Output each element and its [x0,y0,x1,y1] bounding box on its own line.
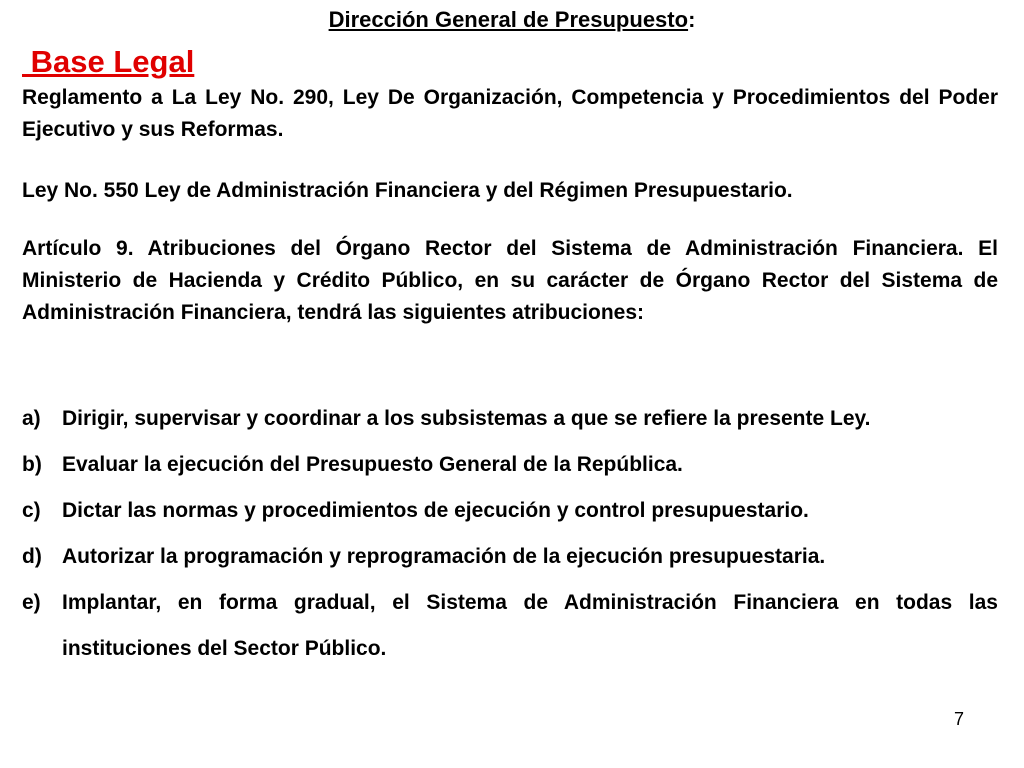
list-item-b [22,442,998,488]
list-marker: b) [22,453,42,476]
list-item-a [22,396,998,442]
list-item-c [22,488,998,534]
section-heading-base-legal: Base Legal [22,44,195,79]
page-title [0,6,1024,34]
list-item-text: Dirigir, supervisar y coordinar a los subsistemas a que se refiere la presente Ley. [62,407,871,430]
paragraph-articulo-9: Artículo 9. Atribuciones del Órgano Rector del Sistema de Administración Financiera. El Ministerio de Hacienda y Crédito Público, en su carácter de Órgano Rector del Sistema de Administración Financiera, tendrá las siguientes atribuciones: [22,237,998,324]
list-item-text: Autorizar la programación y reprogramación de la ejecución presupuestaria. [62,545,826,568]
page-title-text: Dirección General de Presupuesto [328,7,689,32]
page-number: 7 [953,709,964,729]
paragraph-ley-550: Ley No. 550 Ley de Administración Financiera y del Régimen Presupuestario. [22,179,793,202]
list-marker: c) [22,499,41,522]
list-marker: e) [22,591,41,614]
list-item-text: Evaluar la ejecución del Presupuesto General de la República. [62,453,683,476]
page-title-colon: : [688,7,696,32]
paragraph-reglamento: Reglamento a La Ley No. 290, Ley De Organización, Competencia y Procedimientos del Poder Ejecutivo y sus Reformas. [22,86,998,141]
atribuciones-list [22,396,998,672]
list-item-text: Implantar, en forma gradual, el Sistema de Administración Financiera en todas las instituciones del Sector Público. [62,591,998,660]
list-item-d [22,534,998,580]
list-item-text: Dictar las normas y procedimientos de ejecución y control presupuestario. [62,499,809,522]
list-item-e [22,580,998,672]
list-marker: a) [22,407,41,430]
list-marker: d) [22,545,42,568]
